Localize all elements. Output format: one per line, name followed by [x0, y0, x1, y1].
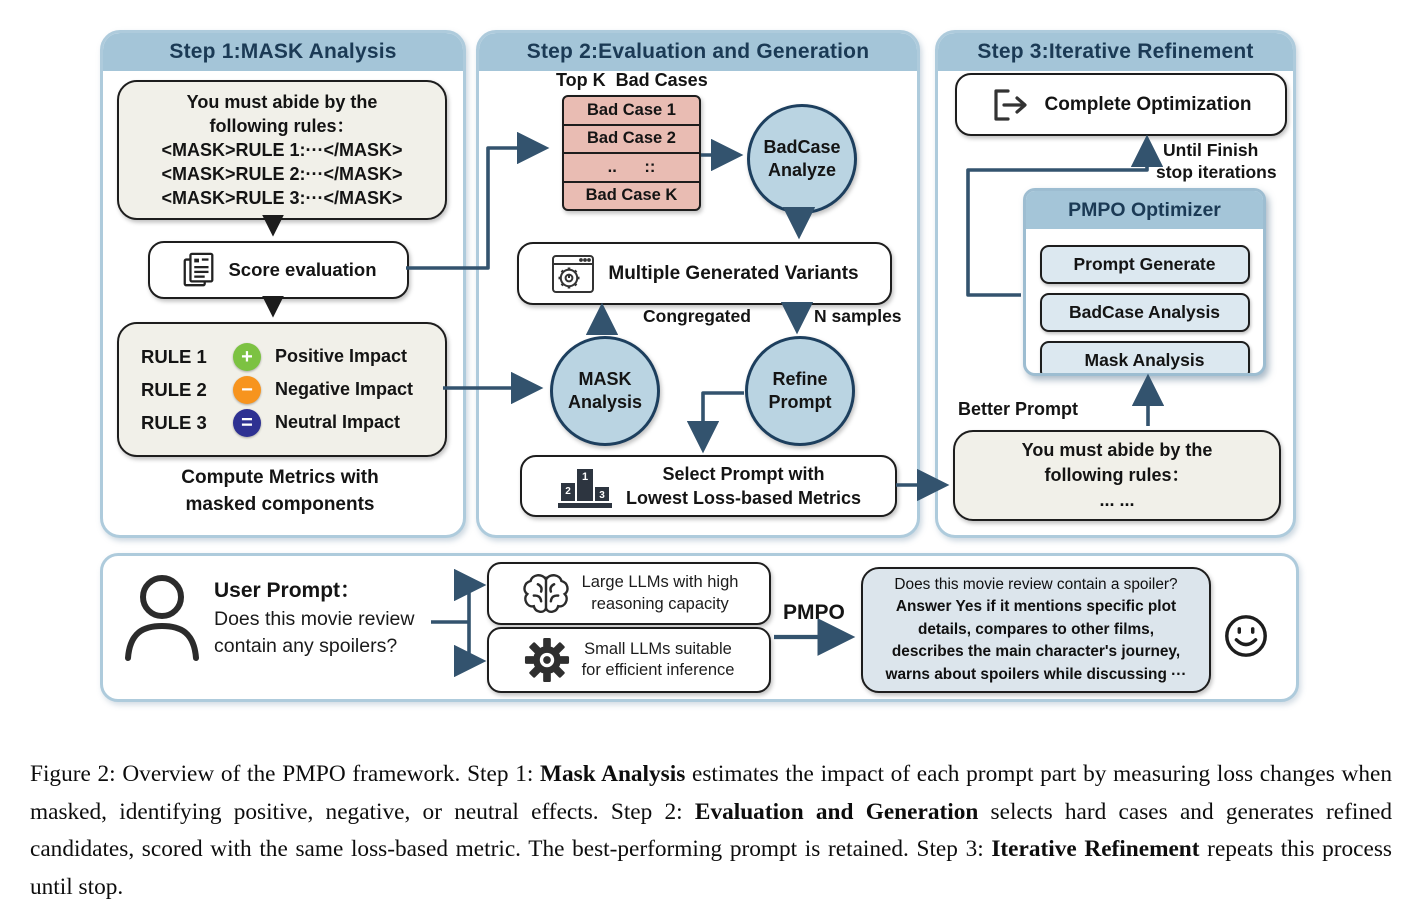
pmpo-optimizer-title: PMPO Optimizer	[1026, 191, 1263, 229]
user-person-icon	[120, 570, 204, 666]
result-line: details, compares to other films,	[917, 620, 1155, 638]
prompt-line: <MASK>RULE 1:···</MASK>	[161, 140, 403, 160]
prompt-line: <MASK>RULE 3:···</MASK>	[161, 188, 403, 208]
step1-title: Step 1:MASK Analysis	[103, 33, 463, 71]
plus-icon: +	[233, 343, 261, 371]
score-document-icon	[180, 251, 218, 289]
score-evaluation-box	[148, 241, 409, 299]
rule-impact-label: Negative Impact	[275, 379, 414, 399]
select-line: Select Prompt with	[662, 464, 825, 484]
circle-line: Analyze	[767, 160, 837, 180]
rule-impact-box	[117, 322, 447, 457]
congregated-label: Congregated	[643, 306, 751, 326]
brain-icon	[520, 570, 572, 618]
result-line: Answer Yes if it mentions specific plot	[895, 598, 1177, 616]
large-llm-box	[487, 562, 771, 625]
prompt-line: You must abide by the	[186, 92, 378, 112]
footer-line: Compute Metrics with	[181, 467, 379, 488]
multiple-variants-box	[517, 242, 892, 305]
circle-line: BadCase	[763, 137, 841, 157]
result-line: warns about spoilers while discussing ···	[885, 665, 1187, 683]
small-llm-box	[487, 627, 771, 693]
smiley-face-icon	[1222, 612, 1270, 660]
caption-segment-bold: Evaluation and Generation	[694, 798, 979, 825]
optimized-prompt-box	[861, 567, 1211, 693]
better-prompt-box	[953, 430, 1281, 521]
n-samples-label: N samples	[814, 306, 902, 326]
optimizer-item-badcase-analysis: BadCase Analysis	[1040, 293, 1250, 332]
podium-3: 3	[599, 490, 605, 501]
circle-line: Prompt	[768, 392, 832, 412]
rule-name: RULE 1	[141, 345, 207, 367]
user-prompt-text	[214, 606, 414, 660]
pmpo-optimizer-panel	[1023, 188, 1266, 376]
rule-row	[119, 340, 445, 373]
circle-line: Refine	[772, 369, 828, 389]
better-prompt-label: Better Prompt	[958, 399, 1079, 419]
caption-segment: Figure 2: Overview of the PMPO framework. Step 1:	[30, 761, 541, 788]
caption-segment: estimates the impact of each prompt part by measuring loss changes when masked, identifying positive, negative, or neutral effects. Step 2:	[30, 761, 1393, 825]
footer-line: masked components	[185, 494, 375, 515]
caption-segment-bold: Iterative Refinement	[991, 836, 1200, 863]
equals-icon: =	[233, 409, 261, 437]
minus-icon: −	[233, 376, 261, 404]
better-prompt-line: following rules：	[1044, 465, 1190, 485]
better-prompt-line: ... ...	[1099, 490, 1135, 510]
user-prompt-line: contain any spoilers?	[214, 635, 398, 657]
small-llm-line: for efficient inference	[581, 661, 735, 679]
rule-name: RULE 2	[141, 378, 207, 400]
circle-line: Analysis	[567, 392, 643, 412]
user-prompt-line: Does this movie review	[214, 608, 415, 630]
user-prompt-title: User Prompt：	[214, 579, 362, 602]
podium-2: 2	[565, 486, 571, 497]
complete-optimization-box	[955, 73, 1287, 136]
bad-case-row: Bad Case K	[564, 181, 699, 210]
podium-ranking-icon	[556, 463, 614, 509]
step2-title: Step 2:Evaluation and Generation	[479, 33, 917, 71]
small-llm-line: Small LLMs suitable	[584, 639, 732, 658]
optimizer-item-prompt-generate: Prompt Generate	[1040, 245, 1250, 284]
bad-case-stack	[562, 95, 701, 211]
rule-impact-label: Positive Impact	[275, 346, 408, 366]
select-prompt-box	[520, 455, 897, 517]
bad-case-row: .. ::	[564, 152, 699, 181]
step1-footer	[117, 464, 443, 518]
optimizer-item-mask-analysis: Mask Analysis	[1040, 341, 1250, 376]
caption-segment-bold: Mask Analysis	[540, 761, 686, 788]
step1-masked-prompt-box	[117, 80, 447, 220]
exit-arrow-icon	[991, 87, 1031, 123]
podium-1: 1	[581, 471, 589, 483]
step3-title: Step 3:Iterative Refinement	[938, 33, 1293, 71]
complete-optimization-label: Complete Optimization	[1044, 93, 1252, 115]
stop-iterations-label: stop iterations	[1156, 162, 1277, 182]
browser-gear-icon	[550, 253, 596, 295]
score-evaluation-label: Score evaluation	[228, 259, 377, 280]
select-line: Lowest Loss-based Metrics	[625, 488, 862, 508]
until-finish-label: Until Finish	[1163, 140, 1259, 160]
rule-row	[119, 406, 445, 439]
badcase-analyze-circle	[747, 104, 857, 214]
large-llm-line: reasoning capacity	[591, 594, 729, 613]
prompt-line: following rules：	[209, 116, 355, 136]
caption-segment: repeats this process until stop.	[30, 836, 1392, 901]
rule-impact-label: Neutral Impact	[275, 412, 401, 432]
topk-bad-cases-label: Top K Bad Cases	[556, 70, 708, 90]
refine-prompt-circle	[745, 336, 855, 446]
mask-analysis-circle	[550, 336, 660, 446]
gear-icon	[524, 637, 570, 683]
pmpo-label: PMPO	[783, 601, 845, 624]
result-line: Does this movie review contain a spoiler?	[894, 575, 1178, 593]
bad-case-row: Bad Case 2	[564, 124, 699, 153]
rule-row	[119, 373, 445, 406]
multiple-variants-label: Multiple Generated Variants	[608, 262, 859, 284]
result-line: describes the main character's journey,	[891, 643, 1181, 661]
rule-name: RULE 3	[141, 411, 207, 433]
caption-segment: selects hard cases and generates refined candidates, scored with the same loss-based metric. The best-performing prompt is retained. Step 3:	[30, 798, 1393, 863]
figure-caption	[30, 756, 1392, 901]
prompt-line: <MASK>RULE 2:···</MASK>	[161, 164, 403, 184]
large-llm-line: Large LLMs with high	[581, 573, 739, 591]
circle-line: MASK	[578, 369, 632, 389]
better-prompt-line: You must abide by the	[1021, 440, 1213, 460]
bad-case-row: Bad Case 1	[587, 100, 676, 119]
